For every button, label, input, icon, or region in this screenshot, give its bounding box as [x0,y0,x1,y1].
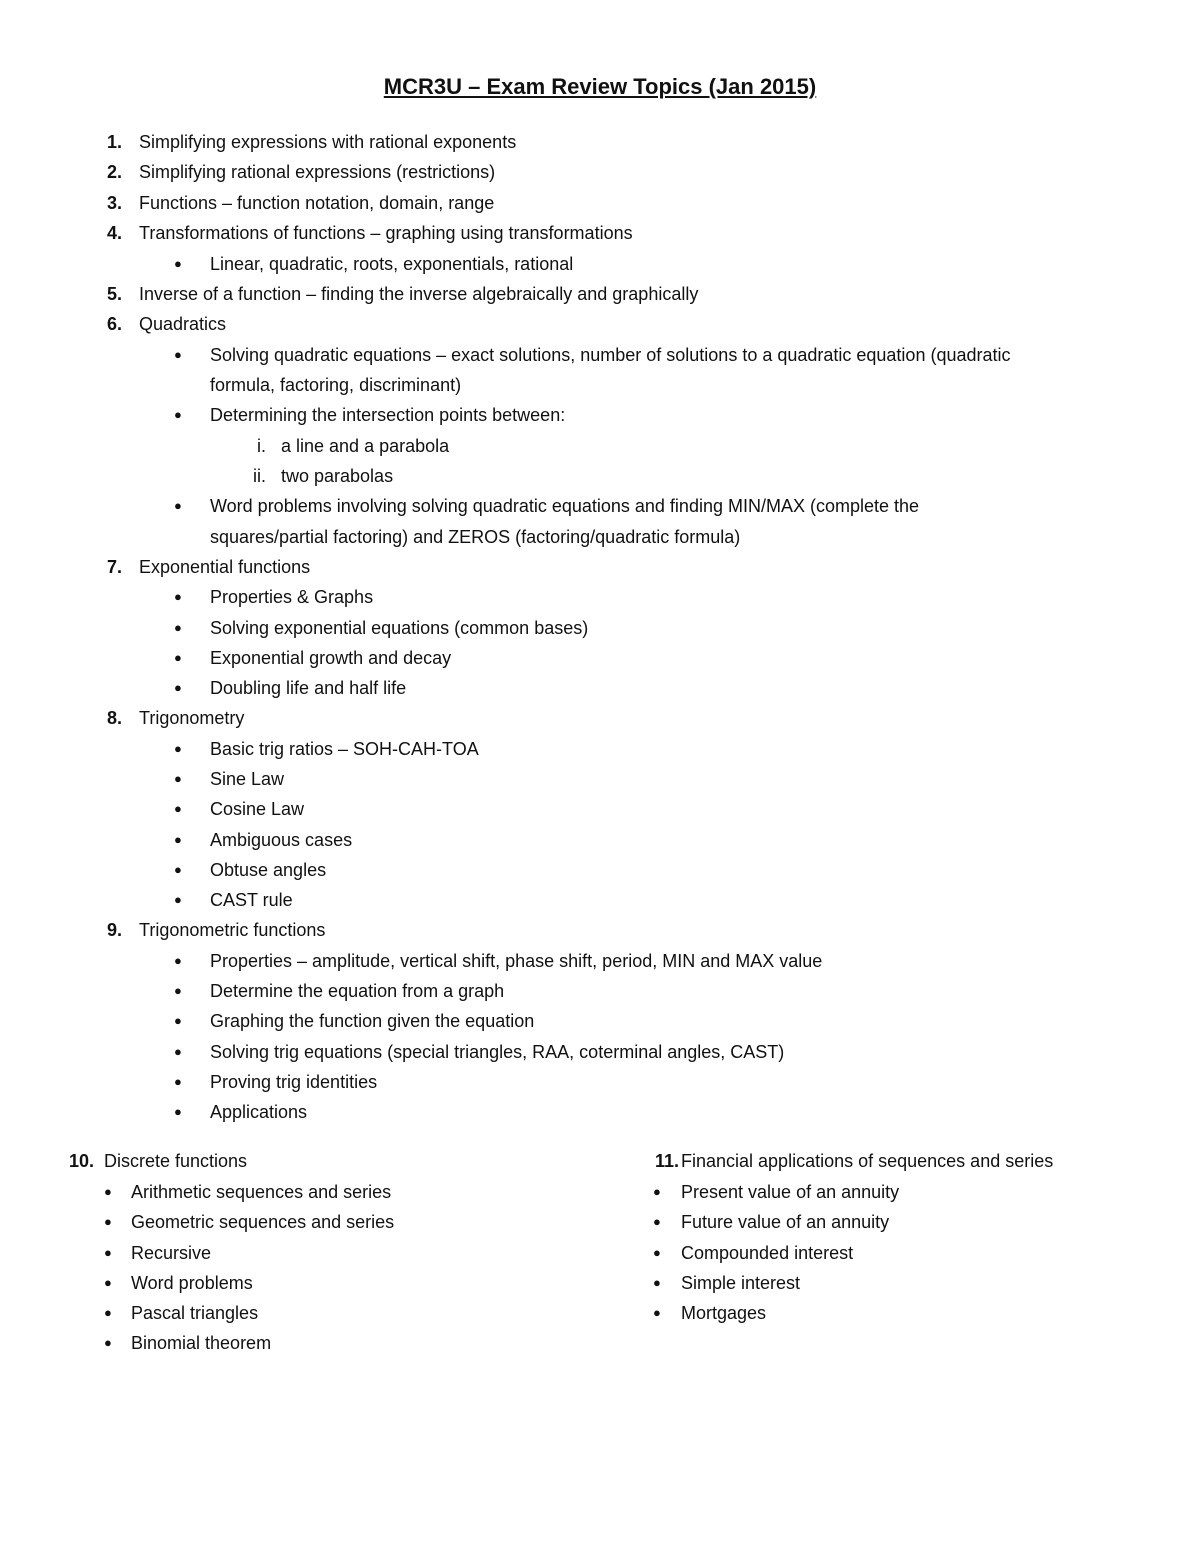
topic-bullet: Binomial theorem [131,1333,272,1353]
bullet-icon: ● [653,1245,661,1260]
topic-title: Discrete functions [104,1151,248,1171]
topic-number: 2. [106,162,122,182]
bullet-icon: ● [104,1305,112,1320]
topic-number: 4. [106,223,122,243]
bullet-icon: ● [174,983,182,998]
topic-bullet: Solving trig equations (special triangles, RAA, coterminal angles, CAST) [210,1042,785,1062]
topic-number: 7. [106,557,122,577]
bullet-icon: ● [653,1214,661,1229]
bullet-icon: ● [104,1335,112,1350]
topic-title: Exponential functions [139,557,311,577]
bullet-icon: ● [174,347,182,362]
topic-title: Simplifying expressions with rational exponents [139,132,517,152]
bullet-icon: ● [104,1214,112,1229]
topic-title: Quadratics [139,314,227,334]
bullet-icon: ● [104,1245,112,1260]
roman-number: ii. [253,466,266,486]
bullet-icon: ● [174,1074,182,1089]
topic-bullet: CAST rule [210,890,293,910]
topic-bullet: Geometric sequences and series [131,1212,395,1232]
topic-bullet: Solving exponential equations (common bases) [210,618,589,638]
topic-bullet: Determine the equation from a graph [210,981,505,1001]
topic-bullet: Exponential growth and decay [210,648,452,668]
topic-bullet: Linear, quadratic, roots, exponentials, rational [210,254,574,274]
bullet-icon: ● [174,650,182,665]
topic-bullet: Graphing the function given the equation [210,1011,535,1031]
topic-title: Inverse of a function – finding the inverse algebraically and graphically [139,284,699,304]
bullet-icon: ● [653,1305,661,1320]
topic-bullet: Proving trig identities [210,1072,378,1092]
topic-bullet: Compounded interest [681,1243,854,1263]
topic-bullet: Word problems involving solving quadratic equations and finding MIN/MAX (complete the [210,496,920,516]
topic-bullet: Ambiguous cases [210,830,353,850]
topic-number: 5. [106,284,122,304]
topic-bullet: Applications [210,1102,308,1122]
topic-bullet: Properties & Graphs [210,587,374,607]
roman-number: i. [257,436,266,456]
topic-title: Transformations of functions – graphing using transformations [139,223,633,243]
bullet-icon: ● [104,1184,112,1199]
topic-title: Functions – function notation, domain, range [139,193,495,213]
topic-number: 3. [106,193,122,213]
topic-bullet: Sine Law [210,769,285,789]
topic-bullet: Doubling life and half life [210,678,407,698]
topic-number: 9. [106,920,122,940]
topic-number: 1. [106,132,122,152]
bullet-icon: ● [174,832,182,847]
topic-title: Financial applications of sequences and series [681,1151,1054,1171]
topic-bullet: Arithmetic sequences and series [131,1182,392,1202]
topic-title: Simplifying rational expressions (restrictions) [139,162,496,182]
topic-bullet: Future value of an annuity [681,1212,890,1232]
bullet-icon: ● [104,1275,112,1290]
topic-bullet: Mortgages [681,1303,767,1323]
bullet-icon: ● [653,1184,661,1199]
topic-bullet: Simple interest [681,1273,801,1293]
bullet-icon: ● [174,498,182,513]
topic-title: Trigonometry [139,708,245,728]
bullet-icon: ● [174,680,182,695]
topic-title: Trigonometric functions [139,920,326,940]
topic-bullet: Cosine Law [210,799,305,819]
bullet-icon: ● [174,741,182,756]
bullet-icon: ● [174,1104,182,1119]
bullet-icon: ● [174,407,182,422]
bullet-icon: ● [174,862,182,877]
topic-bullet: Determining the intersection points between: [210,405,566,425]
bullet-icon: ● [174,892,182,907]
topic-bullet-continuation: formula, factoring, discriminant) [210,375,462,395]
topic-number: 11. [654,1151,679,1171]
bullet-icon: ● [174,771,182,786]
topic-bullet: Present value of an annuity [681,1182,900,1202]
topic-bullet: Word problems [131,1273,253,1293]
topic-bullet: Solving quadratic equations – exact solutions, number of solutions to a quadratic equation (quadratic [210,345,1011,365]
topic-bullet: Properties – amplitude, vertical shift, phase shift, period, MIN and MAX value [210,951,823,971]
topic-number: 10. [68,1151,94,1171]
topic-bullet-continuation: squares/partial factoring) and ZEROS (factoring/quadratic formula) [210,527,741,547]
bullet-icon: ● [174,620,182,635]
topic-number: 6. [106,314,122,334]
topic-bullet: Pascal triangles [131,1303,259,1323]
bullet-icon: ● [174,953,182,968]
topic-bullet: Basic trig ratios – SOH-CAH-TOA [210,739,479,759]
bullet-icon: ● [174,1013,182,1028]
sub-item: two parabolas [281,466,394,486]
topic-bullet: Obtuse angles [210,860,327,880]
page-title: MCR3U – Exam Review Topics (Jan 2015) [383,74,817,99]
topic-number: 8. [106,708,122,728]
bullet-icon: ● [174,801,182,816]
sub-item: a line and a parabola [281,436,450,456]
topic-bullet: Recursive [131,1243,212,1263]
bullet-icon: ● [174,589,182,604]
bullet-icon: ● [174,256,182,271]
bullet-icon: ● [653,1275,661,1290]
bullet-icon: ● [174,1044,182,1059]
